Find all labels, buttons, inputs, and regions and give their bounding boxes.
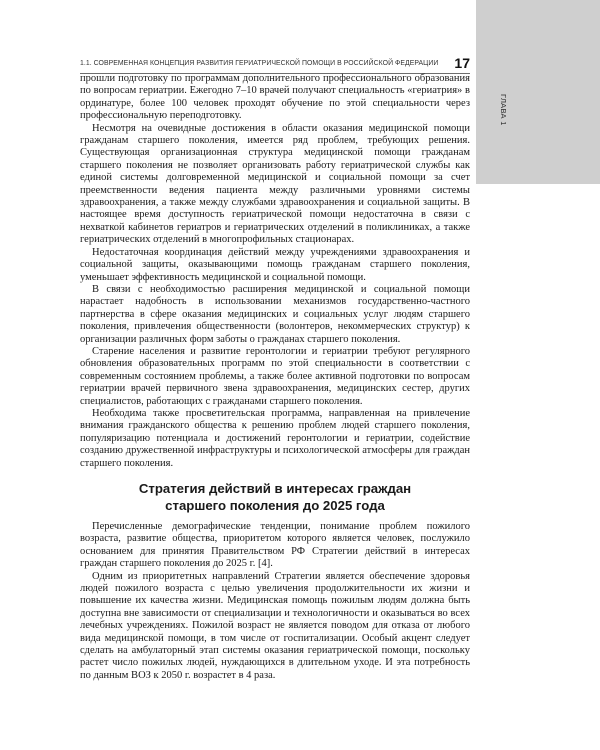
section-heading [80,481,470,514]
page-number: 17 [454,55,470,71]
running-head [80,54,470,72]
body-text-after-heading [80,521,470,682]
chapter-side-tab [476,0,600,184]
paragraph: Несмотря на очевидные достижения в области оказания медицинской помощи гражданам старшего поколения, имеется ряд проблем, требующих решения. Существующая организационная структура медицинской помощи гражданам старшего поколения не позволяет организовать работу гериатрической службы как единой системы долговременной медицинской и социальной помощи за счет преемственности ведения пациента между различными уровнями системы здравоохранения, а также между службами здравоохранения и социальной защиты. В настоящее время доступность гериатрической помощи недостаточна в связи с нехваткой кабинетов гериатров и гериатрических отделений в поликлиниках, а также гериатрических отделений в многопрофильных стационарах. [80,122,470,246]
paragraph: Старение населения и развитие геронтологии и гериатрии требуют регулярного обновления образовательных программ по этой специальности в соответствии с современным состоянием проблемы, а также более активной подготовки по вопросам гериатрии врачей первичного звена здравоохранения, медицинских сестер, других специалистов, работающих с гражданами старшего поколения. [80,345,470,407]
paragraph: прошли подготовку по программам дополнительного профессионального образования по вопросам гериатрии. Ежегодно 7–10 врачей получают специальность «гериатрия» в ординатуре, более 100 человек проходят обучение по этой специальности через профессиональную переподготовку. [80,73,470,122]
paragraph: Перечисленные демографические тенденции, понимание проблем пожилого возраста, развитие общества, приоритетом которого является человек, послужило основанием для принятия Правительством РФ Стратегии действий в интересах граждан старшего поколения до 2025 г. [4]. [80,521,470,570]
body-text-before-heading [80,73,470,470]
section-heading-line: Стратегия действий в интересах граждан [138,481,412,496]
paragraph: Одним из приоритетных направлений Стратегии является обеспечение здоровья людей пожилого возраста с целью увеличения продолжительности их жизни и повышение их качества жизни. Медицинская помощь пожилым людям должна быть доступна вне зависимости от специализации и технологичности и оказываться во всех лечебных учреждениях. Пожилой возраст не является поводом для отказа от любого вида медицинской помощи, в том числе от госпитализации. Особый акцент следует сделать на амбулаторный этап системы оказания гериатрической помощи, поскольку растет число пожилых людей, нуждающихся в длительном уходе. И эта потребность по данным ВОЗ к 2050 г. возрастет в 4 раза. [80,570,470,681]
section-heading-line: старшего поколения до 2025 года [165,497,385,513]
paragraph: В связи с необходимостью расширения медицинской и социальной помощи нарастает надобность в использовании механизмов государственно-частного партнерства в сфере оказания медицинских и социальных услуг людям старшего поколения, привлечения общественности (волонтеров, некоммерческих структур) к организации различных форм заботы о гражданах старшего поколения. [80,283,470,345]
running-head-title: 1.1. СОВРЕМЕННАЯ КОНЦЕПЦИЯ РАЗВИТИЯ ГЕРИАТРИЧЕСКОЙ ПОМОЩИ В РОССИЙСКОЙ ФЕДЕРАЦИИ [80,59,439,67]
paragraph: Недостаточная координация действий между учреждениями здравоохранения и социальной защиты, оказывающими помощь гражданам старшего поколения, уменьшает эффективность медицинской и социальной помощи. [80,246,470,283]
paragraph: Необходима также просветительская программа, направленная на привлечение внимания гражданского общества к решению проблем людей старшего поколения, популяризацию потенциала и достижений геронтологии и гериатрии, содействие созданию дружественной инфраструктуры и психологической атмосферы для граждан старшего поколения. [80,407,470,469]
chapter-tab-label: ГЛАВА 1 [499,94,508,126]
